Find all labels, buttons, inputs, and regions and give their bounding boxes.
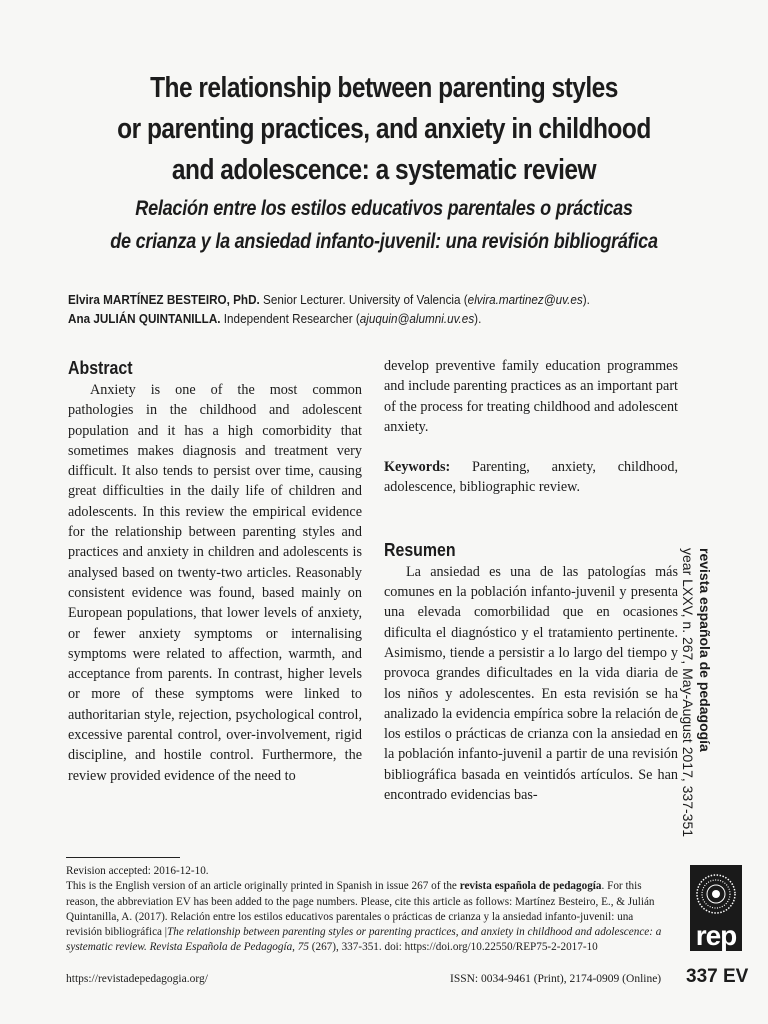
author-role-end: ). — [474, 311, 482, 326]
note-text: . For this reason, the abbreviation EV has been added to the page numbers. Please, cite this article as follows: Martínez Besteiro, E., & Julián Quintanilla, A. (2017). Relación entre los estilos educativos parentales o prácticas de crianza y la ansiedad infanto-juvenil: una revisión bibliográfica | — [66, 880, 655, 939]
rep-logo — [690, 865, 742, 951]
logo-text: rep — [695, 920, 737, 951]
author-line — [68, 309, 644, 328]
note-text: (267), 337-351. doi: https://doi.org/10.22550/REP75-2-2017-10 — [308, 941, 598, 954]
title-line: or parenting practices, and anxiety in childhood — [117, 113, 651, 145]
author-name: Ana JULIÁN QUINTANILLA. — [68, 311, 221, 326]
side-journal-name — [696, 548, 713, 837]
author-email: ajuquin@alumni.uv.es — [359, 311, 475, 326]
left-column — [68, 356, 362, 786]
keywords-label: Keywords: — [384, 459, 451, 476]
author-name: Elvira MARTÍNEZ BESTEIRO, PhD. — [68, 292, 260, 307]
side-journal-info — [679, 548, 713, 837]
resumen-heading: Resumen — [384, 538, 456, 560]
footer-issn: ISSN: 0034-9461 (Print), 2174-0909 (Online) — [450, 973, 662, 985]
author-email: elvira.martinez@uv.es — [467, 292, 583, 307]
author-line — [68, 290, 644, 309]
journal-name: revista española de pedagogía — [459, 880, 602, 893]
author-list — [68, 290, 644, 328]
subtitle-line: Relación entre los estilos educativos parentales o prácticas — [135, 197, 633, 220]
journal-name: revista española de pedagogía — [697, 548, 713, 752]
author-role: Independent Researcher ( — [223, 311, 360, 326]
note-text: This is the English version of an article originally printed in Spanish in issue 267 of the — [66, 880, 460, 893]
keywords — [384, 457, 678, 498]
citation-note — [66, 879, 670, 955]
footnote-divider — [66, 857, 180, 858]
title-line: and adolescence: a systematic review — [171, 154, 597, 186]
abstract-heading: Abstract — [68, 357, 133, 378]
title-line: The relationship between parenting styles — [150, 72, 618, 104]
revision-note: Revision accepted: 2016-12-10. — [66, 865, 209, 877]
keywords-text: Parenting, anxiety, childhood, adolescence, bibliographic review. — [384, 459, 678, 496]
right-column — [384, 356, 678, 805]
author-role-end: ). — [582, 292, 590, 307]
abstract-text-continued: develop preventive family education programmes and include parenting practices as an important part of the process for treating childhood and adolescent anxiety. — [384, 358, 678, 435]
resumen-text: La ansiedad es una de las patologías más comunes en la población infanto-juvenil y presenta una elevada comorbilidad que en ocasiones dificulta el diagnóstico y el tratamiento pertinente. Asimismo, tiende a persistir a lo largo del tiempo y provoca grandes dificultades en la vida diaria de los niños y adolescentes. En esta revisión se ha analizado la evidencia empírica sobre la relación de los estilos o prácticas de crianza con la ansiedad en la población infanto-juvenil a partir de una revisión bibliográfica basada en veintidós artículos. Se han encontrado evidencias bas- — [384, 563, 678, 804]
footnotes — [66, 864, 670, 956]
article-title — [88, 68, 680, 191]
article-subtitle-spanish — [88, 192, 680, 258]
page-number: 337 EV — [686, 966, 749, 987]
subtitle-line: de crianza y la ansiedad infanto-juvenil: una revisión bibliográfica — [110, 230, 658, 253]
note-italic: The relationship between parenting styles or parenting practices, and anxiety in childhood and adolescence: a systematic review. Revista Española de Pedagogía, 75 — [66, 926, 662, 954]
abstract-text: Anxiety is one of the most common pathologies in the childhood and adolescent population and it has a high comorbidity that sometimes makes diagnosis and treatment very difficult. It also tends to persist over time, causing great difficulties in the daily life of children and adolescents. In this review the empirical evidence for the relationship between parenting styles and practices and anxiety in children and adolescents is analysed based on twenty-two articles. Reasonably consistent evidence was found, based mainly on European populations, that lower levels of anxiety, or fewer anxiety symptoms or internalising symptoms were related to affection, warmth, and acceptance from parents. In contrast, higher levels or more of these symptoms were linked to authoritarian style, rejection, psychological control, excessive parental control, over-involvement, rigid discipline, and hostile control. Furthermore, the review provided evidence of the need to — [68, 382, 362, 784]
side-journal-details: year LXXV, n. 267, May-August 2017, 337-351 — [680, 548, 696, 838]
footer-url-link[interactable]: https://revistadepedagogia.org/ — [66, 973, 208, 985]
author-role: Senior Lecturer. University of Valencia ( — [263, 292, 468, 307]
